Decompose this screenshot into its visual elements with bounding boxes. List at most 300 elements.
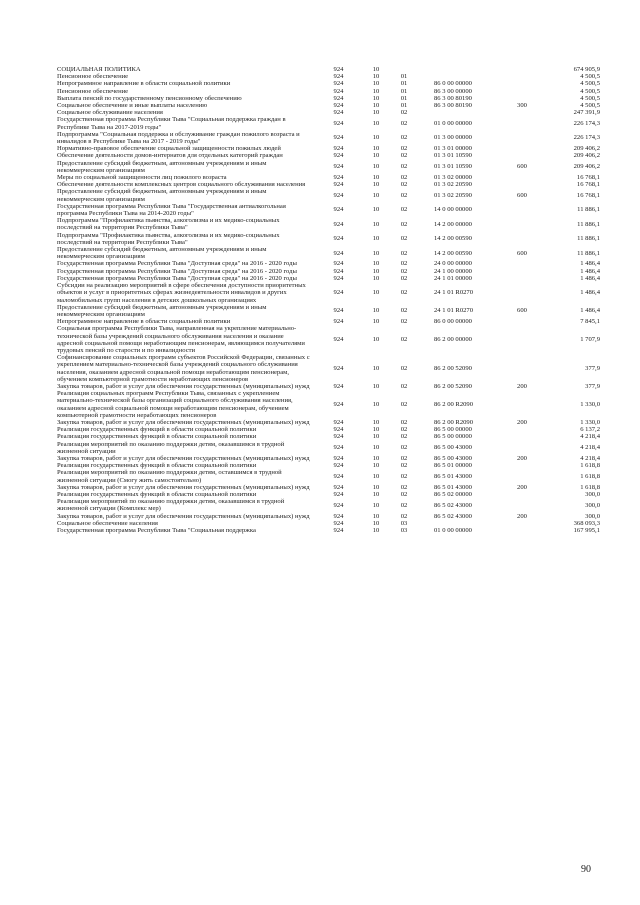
table-row (0, 520, 640, 527)
subsection-code: 02 (400, 163, 408, 171)
amount: 4 500,5 (580, 80, 600, 88)
subsection-code: 01 (400, 87, 408, 95)
target-article-code: 86 5 02 43000 (434, 501, 472, 509)
row-name: Софинансирование социальных программ субъектов Российской Федерации, связанных с укреплением материально-технической базы учреждений социального обслуживания населения, оказанием адресной социальной помощи неработающим пенсионерам, обучением компьютерной грамотности неработающих пенсионеров (57, 354, 310, 383)
row-name: Реализация государственных функций в области социальной политики (57, 433, 257, 441)
target-article-code: 24 1 01 R0270 (434, 307, 474, 315)
amount: 377,9 (585, 364, 600, 372)
subsection-code: 02 (400, 433, 408, 441)
ministry-code: 924 (333, 364, 344, 372)
target-article-code: 24 1 01 R0270 (434, 289, 474, 297)
row-name: Обеспечение деятельности комплексных центров социального обслуживания населения (57, 181, 306, 189)
ministry-code: 924 (333, 174, 344, 182)
row-name: Социальное обеспечение и иные выплаты населению (57, 102, 208, 110)
section-code: 10 (372, 382, 380, 390)
target-article-code: 01 3 02 20590 (434, 192, 472, 200)
table-row (0, 217, 640, 231)
section-code: 10 (372, 472, 380, 480)
amount: 300,0 (585, 501, 600, 509)
amount: 11 886,1 (577, 249, 600, 257)
ministry-code: 924 (333, 433, 344, 441)
section-code: 10 (372, 120, 380, 128)
amount: 4 218,4 (580, 444, 600, 452)
target-article-code: 01 3 00 00000 (434, 134, 472, 142)
target-article-code: 01 0 00 00000 (434, 527, 472, 534)
target-article-code: 14 2 00 00590 (434, 249, 472, 257)
target-article-code: 86 0 00 00000 (434, 318, 472, 326)
subsection-code: 02 (400, 267, 408, 275)
subsection-code: 02 (400, 318, 408, 326)
table-row (0, 80, 640, 87)
table-row (0, 455, 640, 462)
row-name: Предоставление субсидий бюджетным, автономным учреждениям и иным некоммерческим организациям (57, 246, 267, 261)
ministry-code: 924 (333, 80, 344, 88)
table-row (0, 419, 640, 426)
budget-table (0, 66, 640, 534)
table-row (0, 203, 640, 217)
amount: 167 995,1 (573, 527, 600, 534)
section-code: 10 (372, 220, 380, 228)
ministry-code: 924 (333, 444, 344, 452)
table-row (0, 260, 640, 267)
amount: 1 618,8 (580, 472, 600, 480)
table-row (0, 102, 640, 109)
target-article-code: 86 5 01 00000 (434, 462, 472, 470)
row-name: Реализация государственных функций в области социальной политики (57, 426, 257, 434)
amount: 1 486,4 (580, 307, 600, 315)
target-article-code: 86 5 00 43000 (434, 444, 472, 452)
amount: 16 768,1 (576, 181, 600, 189)
row-name: Реализация государственных функций в области социальной политики (57, 462, 257, 470)
amount: 6 137,2 (580, 426, 600, 434)
subsection-code: 02 (400, 206, 408, 214)
table-row (0, 88, 640, 95)
ministry-code: 924 (333, 120, 344, 128)
amount: 4 500,5 (580, 102, 600, 110)
subsection-code: 02 (400, 220, 408, 228)
table-row (0, 275, 640, 282)
amount: 1 486,4 (580, 260, 600, 268)
section-code: 10 (372, 145, 380, 153)
expense-type-code: 200 (517, 454, 527, 462)
section-code: 10 (372, 364, 380, 372)
amount: 247 391,9 (573, 109, 600, 117)
amount: 16 768,1 (576, 174, 600, 182)
row-name: Выплата пенсий по государственному пенсионному обеспечению (57, 94, 242, 102)
subsection-code: 02 (400, 364, 408, 372)
table-row (0, 462, 640, 469)
section-code: 10 (372, 433, 380, 441)
row-name: Государственная программа Республики Тыва "Социальная поддержка (57, 527, 256, 534)
ministry-code: 924 (333, 382, 344, 390)
row-name: Подпрограмма "Профилактика пьянства, алкоголизма и их медико-социальных последствий на территории Республики Тыва" (57, 231, 280, 246)
section-code: 10 (372, 235, 380, 243)
subsection-code: 02 (400, 289, 408, 297)
amount: 1 618,8 (580, 483, 600, 491)
ministry-code: 924 (333, 134, 344, 142)
target-article-code: 14 0 00 00000 (434, 206, 472, 214)
page-number: 90 (581, 864, 591, 875)
amount: 1 486,4 (580, 267, 600, 275)
table-row (0, 426, 640, 433)
section-code: 10 (372, 289, 380, 297)
section-code: 10 (372, 181, 380, 189)
amount: 674 905,9 (573, 66, 600, 73)
amount: 368 093,3 (573, 519, 600, 527)
subsection-code: 01 (400, 80, 408, 88)
ministry-code: 924 (333, 206, 344, 214)
ministry-code: 924 (333, 192, 344, 200)
target-article-code: 86 5 00 00000 (434, 433, 472, 441)
amount: 16 768,1 (576, 192, 600, 200)
target-article-code: 86 5 02 43000 (434, 512, 472, 520)
target-article-code: 86 5 00 43000 (434, 454, 472, 462)
amount: 209 406,2 (573, 152, 600, 160)
target-article-code: 86 2 00 R2090 (434, 418, 474, 426)
ministry-code: 924 (333, 454, 344, 462)
target-article-code: 86 5 01 43000 (434, 483, 472, 491)
table-row (0, 441, 640, 455)
amount: 300,0 (585, 512, 600, 520)
subsection-code: 02 (400, 462, 408, 470)
table-row (0, 160, 640, 174)
subsection-code: 02 (400, 249, 408, 257)
section-code: 10 (372, 267, 380, 275)
row-name: Предоставление субсидий бюджетным, автономным учреждениям и иным некоммерческим организациям (57, 303, 267, 318)
row-name: Государственная программа Республики Тыва "Доступная среда" на 2016 - 2020 годы (57, 260, 297, 268)
target-article-code: 86 0 00 00000 (434, 80, 472, 88)
subsection-code: 02 (400, 134, 408, 142)
ministry-code: 924 (333, 462, 344, 470)
target-article-code: 86 2 00 52090 (434, 364, 472, 372)
row-name: Закупка товаров, работ и услуг для обеспечения государственных (муниципальных) нужд (57, 382, 310, 390)
ministry-code: 924 (333, 181, 344, 189)
target-article-code: 01 3 01 10590 (434, 163, 472, 171)
amount: 1 486,4 (580, 289, 600, 297)
ministry-code: 924 (333, 152, 344, 160)
section-code: 10 (372, 444, 380, 452)
table-row (0, 527, 640, 534)
subsection-code: 02 (400, 192, 408, 200)
subsection-code: 02 (400, 181, 408, 189)
row-name: Реализация социальных программ Республики Тыва, связанных с укреплением материально-технической базы организаций социального обслуживания населения, оказанием адресной социальной помощи неработающим пенсионерам, обучением компьютерной грамотности неработающих пенсионеров (57, 390, 293, 419)
amount: 209 406,2 (573, 145, 600, 153)
section-code: 10 (372, 249, 380, 257)
row-name: Меры по социальной защищенности лиц пожилого возраста (57, 174, 227, 182)
section-code: 10 (372, 102, 380, 110)
ministry-code: 924 (333, 318, 344, 326)
section-code: 10 (372, 152, 380, 160)
ministry-code: 924 (333, 289, 344, 297)
amount: 4 500,5 (580, 94, 600, 102)
row-name: Государственная программа Республики Тыва "Доступная среда" на 2016 - 2020 годы (57, 267, 297, 275)
section-code: 10 (372, 87, 380, 95)
ministry-code: 924 (333, 307, 344, 315)
subsection-code: 03 (400, 519, 408, 527)
row-name: Пенсионное обеспечение (57, 87, 129, 95)
subsection-code: 02 (400, 418, 408, 426)
section-code: 10 (372, 66, 380, 73)
row-name: Пенсионное обеспечение (57, 73, 129, 81)
section-code: 10 (372, 527, 380, 534)
ministry-code: 924 (333, 400, 344, 408)
target-article-code: 01 0 00 00000 (434, 120, 472, 128)
amount: 4 218,4 (580, 454, 600, 462)
ministry-code: 924 (333, 483, 344, 491)
ministry-code: 924 (333, 519, 344, 527)
section-code: 10 (372, 454, 380, 462)
table-row (0, 282, 640, 304)
target-article-code: 86 3 00 80190 (434, 102, 472, 110)
section-code: 10 (372, 318, 380, 326)
table-row (0, 109, 640, 116)
section-code: 10 (372, 426, 380, 434)
target-article-code: 24 0 00 00000 (434, 260, 472, 268)
ministry-code: 924 (333, 426, 344, 434)
subsection-code: 02 (400, 174, 408, 182)
ministry-code: 924 (333, 109, 344, 117)
amount: 7 845,1 (580, 318, 600, 326)
section-code: 10 (372, 260, 380, 268)
subsection-code: 02 (400, 382, 408, 390)
expense-type-code: 600 (517, 192, 527, 200)
section-code: 10 (372, 192, 380, 200)
subsection-code: 02 (400, 454, 408, 462)
row-name: Нормативно-правовое обеспечение социальной защищенности пожилых людей (57, 145, 281, 153)
table-row (0, 469, 640, 483)
table-row (0, 174, 640, 181)
row-name: Реализация государственных функций в области социальной политики (57, 490, 257, 498)
table-row (0, 318, 640, 325)
table-row (0, 390, 640, 419)
section-code: 10 (372, 483, 380, 491)
amount: 4 218,4 (580, 433, 600, 441)
target-article-code: 86 3 00 80190 (434, 94, 472, 102)
section-code: 10 (372, 109, 380, 117)
target-article-code: 86 5 00 00000 (434, 426, 472, 434)
section-code: 10 (372, 73, 380, 81)
table-row (0, 513, 640, 520)
subsection-code: 02 (400, 512, 408, 520)
ministry-code: 924 (333, 66, 344, 73)
table-row (0, 246, 640, 260)
row-name: Государственная программа Республики Тыва "Доступная среда" на 2016 - 2020 годы (57, 274, 297, 282)
subsection-code: 02 (400, 472, 408, 480)
section-code: 10 (372, 501, 380, 509)
ministry-code: 924 (333, 418, 344, 426)
row-name: Подпрограмма "Профилактика пьянства, алкоголизма и их медико-социальных последствий на территории Республики Тыва" (57, 217, 280, 232)
ministry-code: 924 (333, 490, 344, 498)
table-row (0, 304, 640, 318)
table-row (0, 131, 640, 145)
section-code: 10 (372, 134, 380, 142)
row-name: Закупка товаров, работ и услуг для обеспечения государственных (муниципальных) нужд (57, 418, 310, 426)
target-article-code: 86 2 00 R2090 (434, 400, 474, 408)
table-row (0, 116, 640, 130)
subsection-code: 02 (400, 145, 408, 153)
row-name: Социальная программа Республики Тыва, направленная на укрепление материально-технической базы учреждений социального обслуживания населения и оказание адресной социальной помощи неработающим пенсионерам, являющимся получателями трудовых пенсий по старости и по инвалидности (57, 325, 305, 354)
expense-type-code: 200 (517, 418, 527, 426)
subsection-code: 02 (400, 400, 408, 408)
row-name: Реализация мероприятий по оказанию поддержки детям, оказавшимся в трудной жизненной ситуации (57, 440, 285, 455)
amount: 1 330,0 (580, 400, 600, 408)
ministry-code: 924 (333, 472, 344, 480)
table-row (0, 325, 640, 354)
section-code: 10 (372, 94, 380, 102)
ministry-code: 924 (333, 249, 344, 257)
target-article-code: 86 2 00 52090 (434, 382, 472, 390)
table-row (0, 152, 640, 159)
table-row (0, 232, 640, 246)
amount: 377,9 (585, 382, 600, 390)
row-name: Предоставление субсидий бюджетным, автономным учреждениям и иным некоммерческим организациям (57, 159, 267, 174)
table-row (0, 354, 640, 383)
amount: 4 500,5 (580, 87, 600, 95)
expense-type-code: 200 (517, 483, 527, 491)
section-code: 10 (372, 519, 380, 527)
amount: 1 618,8 (580, 462, 600, 470)
expense-type-code: 200 (517, 512, 527, 520)
section-code: 10 (372, 163, 380, 171)
ministry-code: 924 (333, 94, 344, 102)
row-name: Предоставление субсидий бюджетным, автономным учреждениям и иным некоммерческим организациям (57, 188, 267, 203)
expense-type-code: 300 (517, 102, 527, 110)
ministry-code: 924 (333, 145, 344, 153)
subsection-code: 02 (400, 235, 408, 243)
subsection-code: 02 (400, 483, 408, 491)
amount: 300,0 (585, 490, 600, 498)
amount: 1 486,4 (580, 274, 600, 282)
section-code: 10 (372, 174, 380, 182)
ministry-code: 924 (333, 501, 344, 509)
section-code: 10 (372, 418, 380, 426)
target-article-code: 24 1 00 00000 (434, 267, 472, 275)
target-article-code: 86 5 02 00000 (434, 490, 472, 498)
ministry-code: 924 (333, 527, 344, 534)
row-name: Непрограммное направление в области социальной политики (57, 80, 231, 88)
section-code: 10 (372, 80, 380, 88)
table-row (0, 73, 640, 80)
ministry-code: 924 (333, 102, 344, 110)
row-name: Социальное обеспечение населения (57, 519, 158, 527)
table-row (0, 66, 640, 73)
amount: 226 174,3 (573, 134, 600, 142)
table-row (0, 145, 640, 152)
target-article-code: 86 5 01 43000 (434, 472, 472, 480)
subsection-code: 02 (400, 120, 408, 128)
ministry-code: 924 (333, 267, 344, 275)
section-code: 10 (372, 307, 380, 315)
ministry-code: 924 (333, 336, 344, 344)
table-row (0, 268, 640, 275)
row-name: Закупка товаров, работ и услуг для обеспечения государственных (муниципальных) нужд (57, 454, 310, 462)
subsection-code: 01 (400, 94, 408, 102)
target-article-code: 01 3 02 00000 (434, 174, 472, 182)
ministry-code: 924 (333, 163, 344, 171)
amount: 1 707,9 (580, 336, 600, 344)
subsection-code: 02 (400, 490, 408, 498)
table-row (0, 498, 640, 512)
ministry-code: 924 (333, 87, 344, 95)
target-article-code: 14 2 00 00000 (434, 220, 472, 228)
section-code: 10 (372, 512, 380, 520)
section-code: 10 (372, 274, 380, 282)
row-name: Реализация мероприятий по оказанию поддержки детям, оставшимся в трудной жизненной ситуации (Смогу жить самостоятельно) (57, 469, 282, 484)
table-row (0, 383, 640, 390)
target-article-code: 14 2 00 00590 (434, 235, 472, 243)
target-article-code: 01 3 01 10590 (434, 152, 472, 160)
expense-type-code: 200 (517, 382, 527, 390)
row-name: Государственная программа Республики Тыва "Социальная поддержка граждан в Республике Тыва на 2017-2019 годы" (57, 116, 286, 131)
amount: 11 886,1 (577, 206, 600, 214)
target-article-code: 24 1 01 00000 (434, 274, 472, 282)
ministry-code: 924 (333, 235, 344, 243)
row-name: Закупка товаров, работ и услуг для обеспечения государственных (муниципальных) нужд (57, 512, 310, 520)
table-row (0, 433, 640, 440)
row-name: Государственная программа Республики Тыва "Государственная антиалкогольная программа Республики Тыва на 2014-2020 годы" (57, 202, 286, 218)
ministry-code: 924 (333, 260, 344, 268)
amount: 11 886,1 (577, 235, 600, 243)
table-row (0, 484, 640, 491)
row-name: Закупка товаров, работ и услуг для обеспечения государственных (муниципальных) нужд (57, 483, 310, 491)
amount: 1 330,0 (580, 418, 600, 426)
table-row (0, 181, 640, 188)
subsection-code: 02 (400, 444, 408, 452)
subsection-code: 02 (400, 307, 408, 315)
expense-type-code: 600 (517, 163, 527, 171)
section-code: 10 (372, 206, 380, 214)
subsection-code: 02 (400, 109, 408, 117)
table-row (0, 188, 640, 202)
row-name: Обеспечение деятельности домов-интернатов для отдельных категорий граждан (57, 152, 283, 160)
subsection-code: 02 (400, 426, 408, 434)
row-name: Реализация мероприятий по оказанию поддержки детям, оказавшимся в трудной жизненной ситуации (Комплекс мер) (57, 498, 285, 513)
expense-type-code: 600 (517, 249, 527, 257)
subsection-code: 02 (400, 501, 408, 509)
row-name: СОЦИАЛЬНАЯ ПОЛИТИКА (57, 66, 141, 73)
amount: 209 406,2 (573, 163, 600, 171)
subsection-code: 02 (400, 274, 408, 282)
subsection-code: 02 (400, 260, 408, 268)
target-article-code: 01 3 02 20590 (434, 181, 472, 189)
row-name: Субсидии на реализацию мероприятий в сфере обеспечения доступности приоритетных объектов и услуг в приоритетных сферах жизнедеятельности инвалидов и других маломобильных групп населения в детских дошкольных организациях (57, 282, 306, 304)
expense-type-code: 600 (517, 307, 527, 315)
row-name: Социальное обслуживание населения (57, 109, 163, 117)
section-code: 10 (372, 336, 380, 344)
target-article-code: 86 3 00 00000 (434, 87, 472, 95)
subsection-code: 01 (400, 102, 408, 110)
subsection-code: 02 (400, 336, 408, 344)
table-row (0, 491, 640, 498)
ministry-code: 924 (333, 73, 344, 81)
row-name: Непрограммное направление в области социальной политики (57, 318, 231, 326)
subsection-code: 03 (400, 527, 408, 534)
ministry-code: 924 (333, 512, 344, 520)
row-name: Подпрограмма "Социальная поддержка и обслуживание граждан пожилого возраста и инвалидов в Республике Тыва на 2017 - 2019 годы" (57, 130, 300, 146)
subsection-code: 01 (400, 73, 408, 81)
table-row (0, 95, 640, 102)
subsection-code: 02 (400, 152, 408, 160)
ministry-code: 924 (333, 220, 344, 228)
ministry-code: 924 (333, 274, 344, 282)
amount: 226 174,3 (573, 120, 600, 128)
target-article-code: 01 3 01 00000 (434, 145, 472, 153)
section-code: 10 (372, 490, 380, 498)
amount: 11 886,1 (577, 220, 600, 228)
target-article-code: 86 2 00 00000 (434, 336, 472, 344)
section-code: 10 (372, 462, 380, 470)
section-code: 10 (372, 400, 380, 408)
